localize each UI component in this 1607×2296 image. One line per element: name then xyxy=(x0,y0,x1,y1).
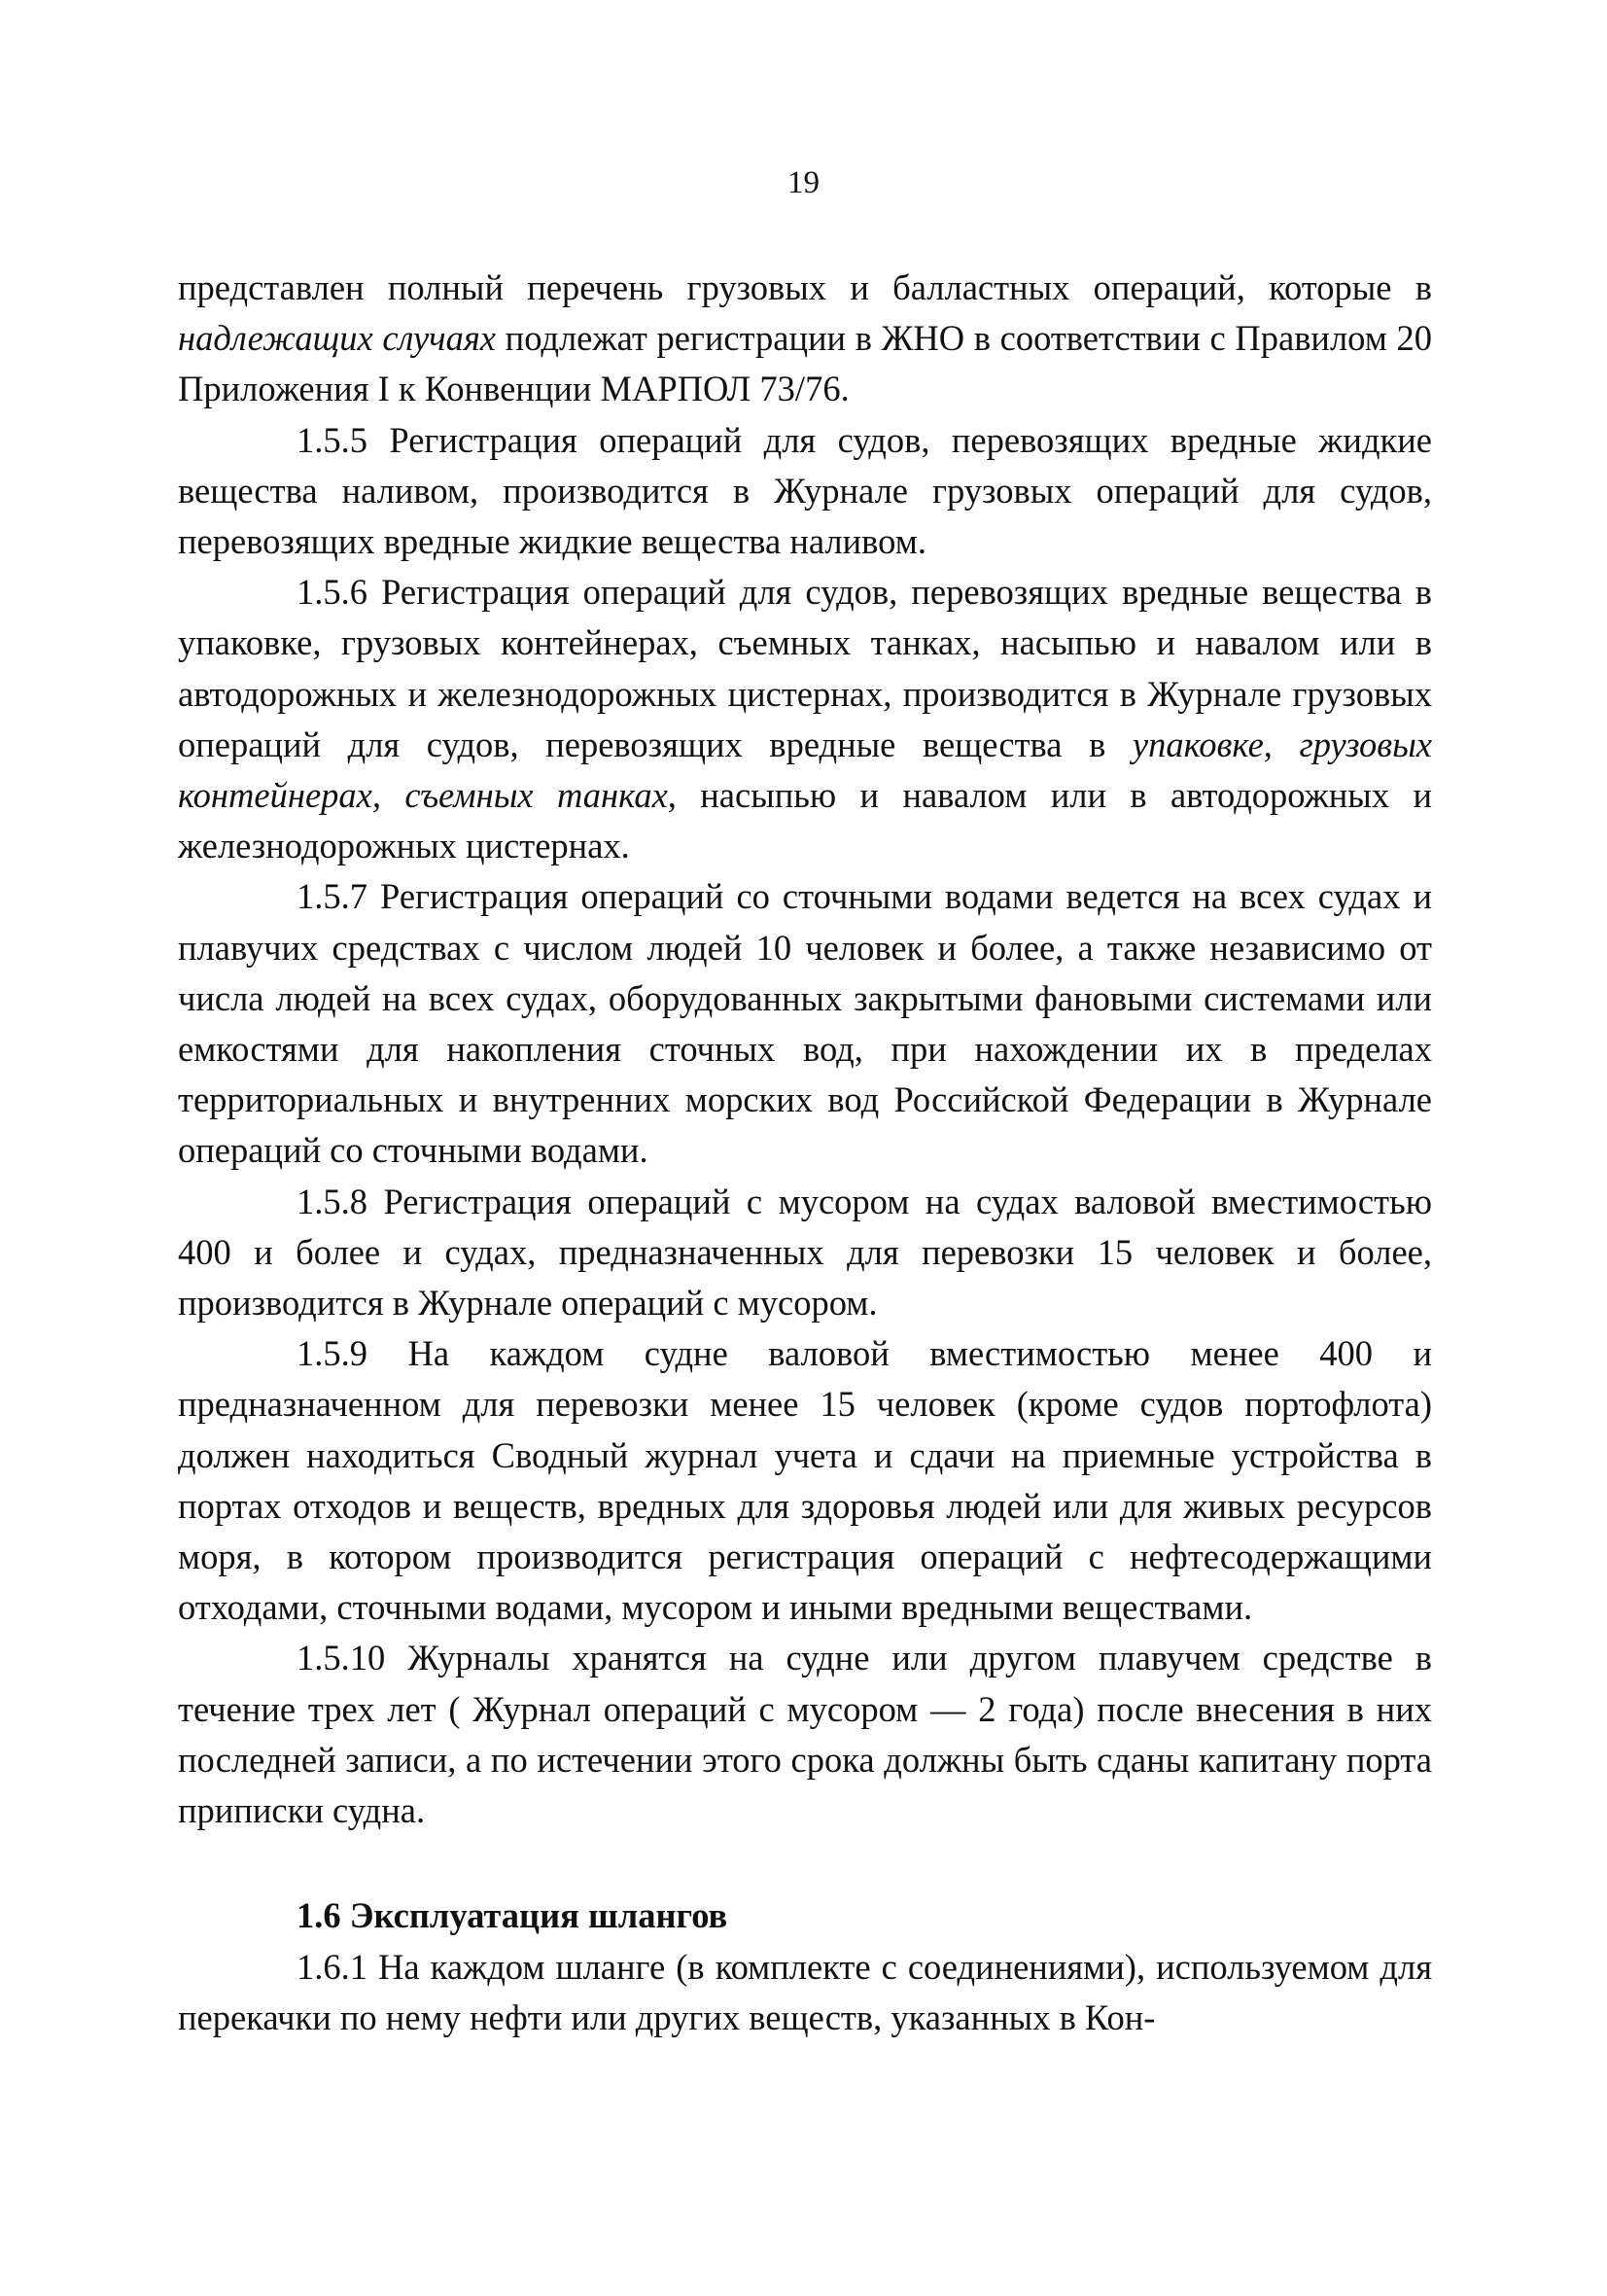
page-number: 19 xyxy=(787,165,820,200)
document-body xyxy=(178,263,1432,2043)
paragraph-continuation xyxy=(178,263,1432,415)
paragraph-1-5-7: 1.5.7 Регистрация операций со сточными водами ведется на всех судах и плавучих средствах с числом людей 10 человек и более, а также независимо от числа людей на всех судах, оборудованных закрытыми фановыми системами или емкостями для накопления сточных вод, при нахождении их в пределах территориальных и внутренних морских вод Российской Федерации в Журнале операций со сточными водами. xyxy=(178,876,1432,1171)
paragraph-1-6-1: 1.6.1 На каждом шланге (в комплекте с соединениями), используемом для перекачки по нему нефти или других веществ, указанных в Кон- xyxy=(178,1946,1432,2037)
paragraph-continuation-text-a: представлен полный перечень грузовых и балластных операций, которые в xyxy=(178,267,1432,307)
paragraph-1-5-8: 1.5.8 Регистрация операций с мусором на судах валовой вместимостью 400 и более и судах, предназначенных для перевозки 15 человек и более, производится в Журнале операций с мусором. xyxy=(178,1181,1432,1324)
paragraph-1-5-5: 1.5.5 Регистрация операций для судов, перевозящих вредные жидкие вещества наливом, производится в Журнале грузовых операций для судов, перевозящих вредные жидкие вещества наливом. xyxy=(178,419,1432,562)
paragraph-continuation-text-c: подлежат регистрации в ЖНО в соответствии с Правилом 20 Приложения I к Конвенции МАРПОЛ 73/76. xyxy=(178,318,1432,409)
paragraph-1-5-6-text-c: насыпью и навалом или в автодорожных и железнодорожных цистернах. xyxy=(178,775,1432,866)
paragraph-1-5-10: 1.5.10 Журналы хранятся на судне или другом плавучем средстве в течение трех лет ( Журнал операций с мусором — 2 года) после внесения в них последней записи, а по истечении этого срока должны быть сданы капитану порта приписки судна. xyxy=(178,1638,1432,1831)
paragraph-1-5-6 xyxy=(178,567,1432,871)
paragraph-continuation-text-italic: надлежащих случаях xyxy=(178,318,496,359)
paragraph-1-5-9: 1.5.9 На каждом судне валовой вместимостью менее 400 и предназначенном для перевозки менее 15 человек (кроме судов портофлота) должен находиться Сводный журнал учета и сдачи на приемные устройства в портах отходов и веществ, вредных для здоровья людей или для живых ресурсов моря, в котором производится регистрация операций с нефтесодержащими отходами, сточными водами, мусором и иными вредными веществами. xyxy=(178,1333,1432,1628)
paragraph-1-5-6-text-a: 1.5.6 Регистрация операций для судов, перевозящих вредные вещества в упаковке, грузовых контейнерах, съемных танках, насыпью и навалом или в автодорожных и железнодорожных цистернах, производится в Журнале грузовых операций для судов, перевозящих вредные вещества в xyxy=(178,572,1432,764)
section-heading: 1.6 Эксплуатация шлангов xyxy=(297,1895,728,1936)
paragraph-1-5-6-text-italic: упаковке, грузовых контейнерах, съемных танках, xyxy=(178,724,1432,816)
